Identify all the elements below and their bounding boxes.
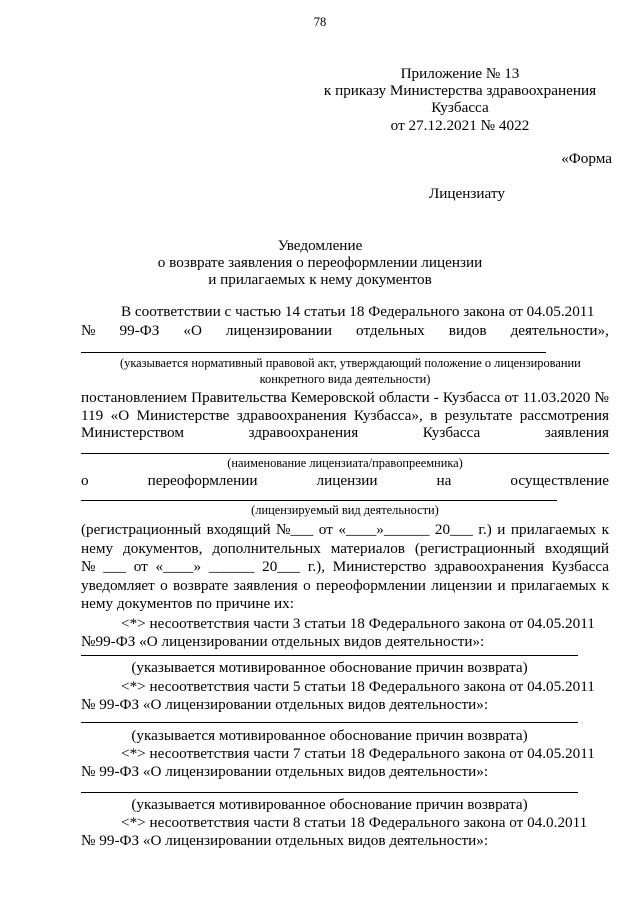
registration-text: (регистрационный входящий №___ от «____»______ 20___ г.) и прилагаемых к [81,521,609,538]
registration-line-5: нему документов по причине их: [81,595,294,612]
blank-line-licensee [81,453,609,454]
registration-text: уведомляет о возврате заявления о переоформлении лицензии и прилагаемых к [81,577,609,594]
blank-line-reason-2 [81,722,578,723]
decree-line-1 [81,390,609,405]
blank-line-legal-act [81,352,546,353]
reissue-word: о [81,472,89,489]
reason-3-caption: (указывается мотивированное обоснование причин возврата) [131,796,528,813]
appendix-date: от 27.12.2021 № 4022 [390,117,530,134]
blank-line-reason-3 [81,792,578,793]
reason-2-line-1: <*> несоответствия части 5 статьи 18 Федерального закона от 04.05.2011 [121,678,595,695]
registration-text: нему документов, дополнительных материалов (регистрационный входящий [81,540,609,557]
reason-1-line-1: <*> несоответствия части 3 статьи 18 Федерального закона от 04.05.2011 [121,615,595,632]
registration-line-2 [81,541,609,556]
blank-line-reason-1 [81,655,578,656]
decree-text: 119 «О Министерстве здравоохранения Кузбасса», в результате рассмотрения [81,407,609,424]
reissue-word: переоформлении [147,472,258,489]
caption-activity: (лицензируемый вид деятельности) [251,503,439,517]
title-line-2: о возврате заявления о переоформлении лицензии [157,254,483,271]
registration-line-3 [81,559,609,574]
appendix-number: Приложение № 13 [400,65,520,82]
reason-2-line-2: № 99-ФЗ «О лицензировании отдельных видов деятельности»: [81,696,489,713]
intro-word: лицензировании [225,322,333,339]
intro-word: № [81,322,96,339]
intro-word: 99-ФЗ [119,322,160,339]
caption-licensee-name: (наименование лицензиата/правопреемника) [227,456,463,470]
appendix-order-ref: к приказу Министерства здравоохранения [323,82,597,99]
decree-text: постановлением Правительства Кемеровской области - Кузбасса от 11.03.2020 № [81,389,609,406]
reason-3-line-1: <*> несоответствия части 7 статьи 18 Федерального закона от 04.05.2011 [121,745,595,762]
caption-legal-act-1: (указывается нормативный правовой акт, утверждающий положение о лицензировании [120,356,581,370]
decree-line-2 [81,408,609,423]
registration-line-4 [81,578,609,593]
decree-word: здравоохранения [248,424,359,441]
reissue-word: осуществление [510,472,609,489]
reason-3-line-2: № 99-ФЗ «О лицензировании отдельных видов деятельности»: [81,763,489,780]
form-label: «Форма [561,150,612,167]
decree-word: заявления [544,424,609,441]
reissue-word: лицензии [316,472,378,489]
reissue-line [81,473,609,488]
caption-legal-act-2: конкретного вида деятельности) [259,372,431,386]
decree-word: Кузбасса [422,424,481,441]
page-number: 78 [313,15,327,29]
appendix-region: Кузбасса [431,99,489,116]
intro-line-2 [81,323,609,338]
intro-line-1: В соответствии с частью 14 статьи 18 Федерального закона от 04.05.2011 [121,303,595,320]
title-line-3: и прилагаемых к нему документов [208,271,432,288]
intro-word: «О [183,322,202,339]
reason-4-line-1: <*> несоответствия части 8 статьи 18 Федерального закона от 04.0.2011 [121,814,588,831]
reason-2-caption: (указывается мотивированное обоснование причин возврата) [131,727,528,744]
intro-word: отдельных [356,322,425,339]
registration-text: № ___ от «____» ______ 20___ г.), Министерство здравоохранения Кузбасса [81,558,609,575]
addressee: Лицензиату [429,185,505,202]
intro-word: видов [448,322,487,339]
reason-4-line-2: № 99-ФЗ «О лицензировании отдельных видов деятельности»: [81,832,489,849]
decree-word: Министерством [81,424,184,441]
reason-1-line-2: №99-ФЗ «О лицензировании отдельных видов деятельности»: [81,633,485,650]
reason-1-caption: (указывается мотивированное обоснование причин возврата) [131,659,528,676]
intro-word: деятельности», [510,322,609,339]
registration-line-1 [81,522,609,537]
decree-line-3 [81,425,609,440]
blank-line-activity [81,500,557,501]
title-line-1: Уведомление [277,237,363,254]
reissue-word: на [436,472,452,489]
